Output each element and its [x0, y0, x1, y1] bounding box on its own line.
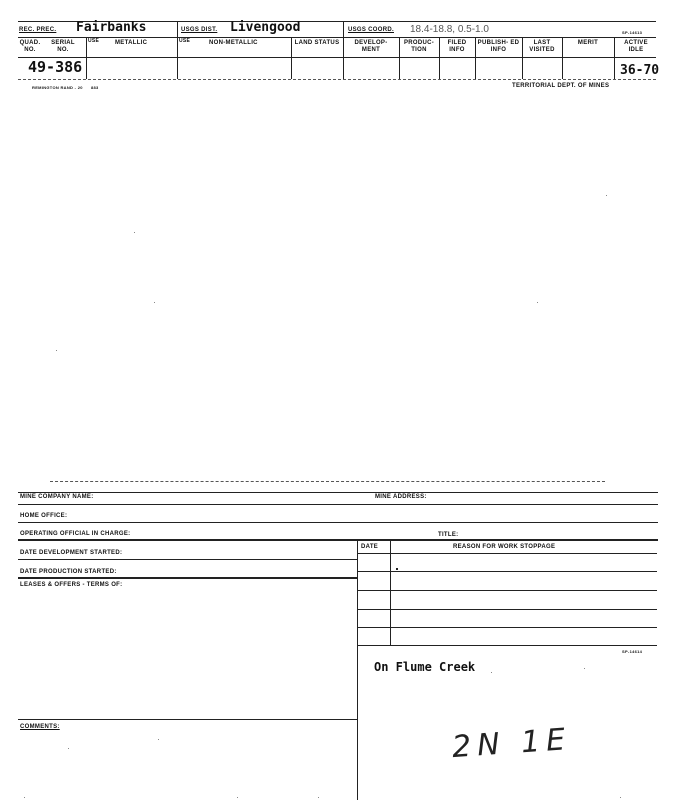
row-line [18, 539, 658, 541]
reason-col-header: REASON FOR WORK STOPPAGE [453, 544, 556, 550]
header-divider [18, 37, 656, 38]
usgs-dist-label: USGS DIST. [181, 27, 218, 33]
card-top-edge [50, 481, 605, 482]
comments-label: COMMENTS: [20, 724, 60, 730]
table-line [357, 627, 657, 628]
col-divider [291, 37, 292, 79]
active-idle-value: 36-70 [620, 63, 660, 78]
mine-address-label: MINE ADDRESS: [375, 494, 427, 500]
col-serial-no: SERIAL NO. [51, 40, 75, 53]
title-label: TITLE: [438, 532, 459, 538]
header-separator-1 [177, 21, 178, 37]
department-imprint: TERRITORIAL DEPT. OF MINES [512, 83, 610, 89]
row-line [18, 577, 357, 579]
col-divider [562, 37, 563, 79]
table-line [357, 553, 657, 554]
table-line [357, 590, 657, 591]
col-divider [343, 37, 344, 79]
form-number-top: SP-14613 [622, 30, 643, 35]
header-separator-2 [343, 21, 344, 37]
columns-bottom-line [18, 57, 656, 58]
speck [68, 748, 69, 749]
mine-company-name-label: MINE COMPANY NAME: [20, 494, 94, 500]
col-divider [475, 37, 476, 79]
printer-code: 883 [91, 85, 99, 90]
operating-official-label: OPERATING OFFICIAL IN CHARGE: [20, 531, 131, 537]
row-line [18, 504, 658, 505]
speck [491, 672, 492, 673]
col-published-info: PUBLISH- ED INFO [477, 40, 520, 53]
home-office-label: HOME OFFICE: [20, 513, 68, 519]
speck [606, 195, 607, 196]
rec-prec-value: Fairbanks [76, 20, 147, 35]
col-merit: MERIT [577, 40, 599, 46]
usgs-coord-value: 18.4-18.8, 0.5-1.0 [410, 24, 489, 35]
col-divider [522, 37, 523, 79]
speck [134, 232, 135, 233]
col-metallic: METALLIC [115, 40, 148, 46]
location-note: On Flume Creek [374, 660, 476, 674]
date-development-label: DATE DEVELOPMENT STARTED: [20, 550, 123, 556]
col-use-2: USE [179, 38, 191, 44]
col-divider [86, 37, 87, 79]
col-use-1: USE [88, 38, 100, 44]
table-line [357, 571, 657, 572]
date-production-label: DATE PRODUCTION STARTED: [20, 569, 117, 575]
col-development: DEVELOP- MENT [354, 40, 388, 53]
row-bottom-line [18, 79, 656, 80]
comments-line [18, 719, 357, 720]
speck [56, 350, 57, 351]
row-line [18, 522, 658, 523]
col-land-status: LAND STATUS [294, 40, 340, 46]
usgs-coord-label: USGS COORD. [348, 27, 394, 33]
speck [237, 797, 238, 798]
speck [620, 797, 621, 798]
col-production: PRODUC- TION [403, 40, 435, 53]
col-last-visited: LAST VISITED [529, 40, 555, 53]
quad-serial-value: 49-386 [28, 58, 83, 76]
rec-prec-label: REC. PREC. [19, 27, 57, 33]
speck [584, 668, 585, 669]
speck [537, 302, 538, 303]
date-col-divider [390, 540, 391, 645]
date-col-header: DATE [361, 544, 379, 550]
col-non-metallic: NON-METALLIC [209, 40, 258, 46]
printer-imprint: REMINGTON RAND - 20 [32, 85, 83, 90]
col-active-idle: ACTIVE IDLE [624, 40, 648, 53]
col-divider [399, 37, 400, 79]
form-number-bottom: SP-14614 [622, 649, 643, 654]
col-divider [614, 37, 615, 79]
leases-label: LEASES & OFFERS - TERMS OF: [20, 582, 123, 588]
center-divider [357, 540, 358, 800]
col-quad-no: QUAD. NO. [19, 40, 41, 53]
col-filed-info: FILED INFO [447, 40, 467, 53]
company-line [18, 492, 658, 493]
row-line [18, 559, 357, 560]
table-line [357, 645, 657, 646]
col-divider [177, 37, 178, 79]
ink-mark [396, 568, 398, 570]
usgs-dist-value: Livengood [230, 20, 301, 35]
speck [318, 797, 319, 798]
speck [154, 302, 155, 303]
table-line [357, 609, 657, 610]
col-divider [439, 37, 440, 79]
handwritten-coordinates: 2N 1E [450, 721, 573, 766]
speck [158, 739, 159, 740]
speck [24, 797, 25, 798]
